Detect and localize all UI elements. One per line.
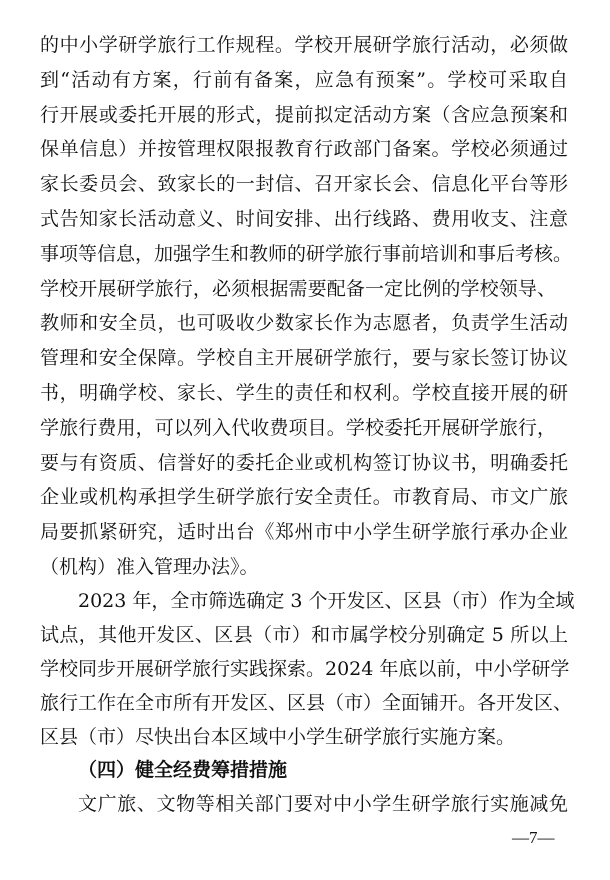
paragraph-line: 区县（市）尽快出台本区域中小学生研学旅行实施方案。 [40,726,516,748]
paragraph-line: 要与有资质、信誉好的委托企业或机构签订协议书，明确委托 [40,452,568,474]
paragraph-line: 学校同步开展研学旅行实践探索。2024 年底以前，中小学研学 [40,658,570,680]
paragraph-line: 旅行工作在全市所有开发区、区县（市）全面铺开。各开发区、 [40,692,573,714]
paragraph-line: 学旅行费用，可以列入代收费项目。学校委托开展研学旅行， [40,417,556,439]
paragraph-line: 2023 年，全市筛选确定 3 个开发区、区县（市）作为全域 [78,590,575,612]
paragraph-line: 保单信息）并按管理权限报教育行政部门备案。学校必须通过 [40,138,568,160]
paragraph-line: 书，明确学校、家长、学生的责任和权利。学校直接开展的研 [40,382,568,404]
paragraph-line: 事项等信息，加强学生和教师的研学旅行事前培训和事后考核。 [40,243,573,265]
paragraph-line: 教师和安全员，也可吸收少数家长作为志愿者，负责学生活动 [40,312,568,334]
paragraph-line: 文广旅、文物等相关部门要对中小学生研学旅行实施减免 [78,793,568,815]
paragraph-line: 管理和安全保障。学校自主开展研学旅行，要与家长签订协议 [40,347,568,369]
paragraph-line: 到“活动有方案，行前有备案，应急有预案”。学校可采取自 [40,69,568,91]
paragraph-line: 试点，其他开发区、区县（市）和市属学校分别确定 5 所以上 [40,624,568,646]
paragraph-line: 式告知家长活动意义、时间安排、出行线路、费用收支、注意 [40,208,568,230]
paragraph-line: 家长委员会、致家长的一封信、召开家长会、信息化平台等形 [40,173,568,195]
paragraph-line: 企业或机构承担学生研学旅行安全责任。市教育局、市文广旅 [40,486,568,508]
page-number: —7— [512,828,555,847]
paragraph-line: 学校开展研学旅行，必须根据需要配备一定比例的学校领导、 [40,278,556,300]
paragraph-line: （机构）准入管理办法》。 [40,556,259,578]
section-heading: （四）健全经费筹措措施 [78,759,288,781]
paragraph-line: 局要抓紧研究，适时出台《郑州市中小学生研学旅行承办企业 [40,521,568,543]
paragraph-line: 的中小学研学旅行工作规程。学校开展研学旅行活动，必须做 [40,34,568,56]
paragraph-line: 行开展或委托开展的形式，提前拟定活动方案（含应急预案和 [40,104,568,126]
